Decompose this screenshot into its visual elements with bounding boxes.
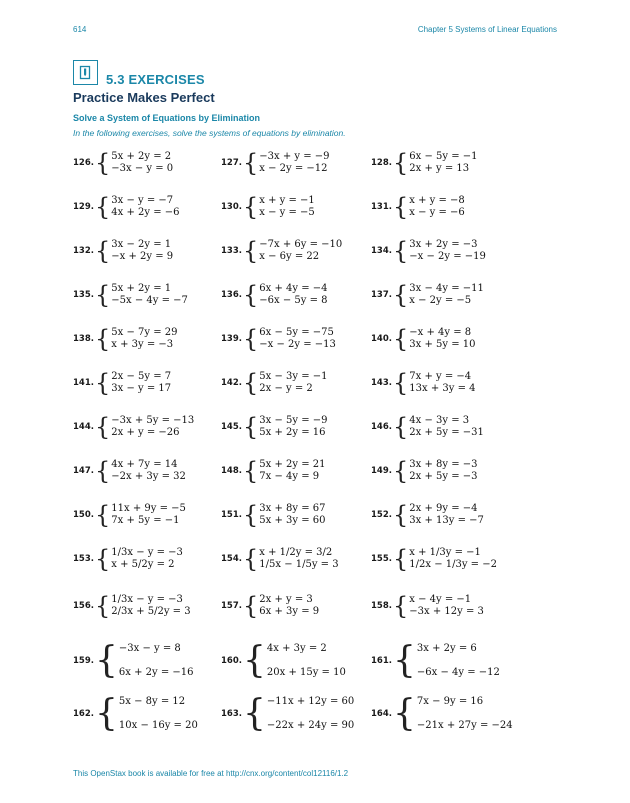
equation: 1/2x − 1/3y = −2 — [409, 559, 497, 570]
equation-system — [409, 504, 484, 526]
equation-system — [409, 152, 477, 174]
equation-system — [259, 416, 327, 438]
exercise-number: 153. — [73, 554, 94, 564]
equation: −3x − y = 0 — [111, 163, 174, 174]
exercise-item — [73, 141, 221, 185]
exercise-number: 140. — [371, 334, 392, 344]
equation: −6x − 5y = 8 — [259, 295, 328, 306]
equation: −3x + 5y = −13 — [111, 415, 195, 426]
equation-system — [259, 548, 338, 570]
equation-system — [111, 372, 171, 394]
equation: 5x + 2y = 2 — [111, 151, 172, 162]
exercise-number: 160. — [221, 656, 242, 666]
system-brace: { — [243, 369, 259, 397]
exercise-item — [221, 141, 371, 185]
system-brace: { — [95, 193, 111, 221]
equation: 7x − 4y = 9 — [259, 471, 320, 482]
equation-system — [267, 697, 354, 731]
system-brace: { — [243, 545, 259, 573]
exercise-number: 139. — [221, 334, 242, 344]
equation: 2x + 5y = −31 — [409, 427, 484, 438]
exercise-item — [221, 493, 371, 537]
equation: x − 6y = 22 — [259, 251, 320, 262]
equation-system — [111, 284, 188, 306]
system-brace: { — [393, 237, 409, 265]
equation: 7x + y = −4 — [409, 371, 472, 382]
equation-system — [119, 697, 198, 731]
exercises-badge — [73, 60, 98, 85]
exercise-number: 129. — [73, 202, 94, 212]
exercise-item — [221, 185, 371, 229]
equation: 5x + 2y = 16 — [259, 427, 326, 438]
equation: x + 3y = −3 — [111, 339, 174, 350]
equation: −22x + 24y = 90 — [266, 720, 355, 731]
exercise-item — [221, 405, 371, 449]
equation: x − 2y = −12 — [259, 163, 328, 174]
equation: x + y = −1 — [259, 195, 315, 206]
equation-system — [259, 196, 315, 218]
exercise-number: 130. — [221, 202, 242, 212]
system-brace: { — [95, 237, 111, 265]
equation: 3x + 8y = 67 — [259, 503, 326, 514]
equation: −21x + 27y = −24 — [416, 720, 513, 731]
system-brace: { — [95, 325, 111, 353]
equation: −6x − 4y = −12 — [416, 667, 500, 678]
exercise-number: 131. — [371, 202, 392, 212]
equation: 4x + 7y = 14 — [111, 459, 178, 470]
exercise-item — [221, 449, 371, 493]
equation: −3x − y = 8 — [118, 643, 181, 654]
equation-system — [409, 595, 484, 617]
equation-system — [259, 284, 327, 306]
exercise-number: 149. — [371, 466, 392, 476]
equation: x − y = −5 — [259, 207, 315, 218]
exercise-number: 150. — [73, 510, 94, 520]
equation: 11x + 9y = −5 — [111, 503, 186, 514]
equation: 5x + 2y = 1 — [111, 283, 172, 294]
equation: x + 1/3y = −1 — [409, 547, 481, 558]
system-brace: { — [393, 592, 409, 620]
system-brace: { — [243, 281, 259, 309]
equation-system — [409, 284, 484, 306]
system-brace: { — [243, 237, 259, 265]
exercise-item — [371, 537, 557, 581]
exercise-item — [73, 405, 221, 449]
equation-system — [111, 416, 194, 438]
system-brace: { — [95, 413, 111, 441]
equation: −x − 2y = −19 — [409, 251, 486, 262]
system-brace: { — [95, 592, 111, 620]
section-title: 5.3 EXERCISES — [106, 72, 205, 87]
exercise-number: 137. — [371, 290, 392, 300]
equation-system — [111, 196, 179, 218]
equation: 4x + 2y = −6 — [111, 207, 180, 218]
equation-system — [267, 644, 346, 678]
equation: 3x + 2y = −3 — [409, 239, 478, 250]
exercise-item — [371, 141, 557, 185]
system-brace: { — [393, 193, 409, 221]
equation: 3x − 4y = −11 — [409, 283, 484, 294]
system-brace: { — [393, 325, 409, 353]
exercise-item — [73, 449, 221, 493]
equation-system — [409, 328, 475, 350]
equation: 1/3x − y = −3 — [111, 594, 183, 605]
equation: 3x + 13y = −7 — [409, 515, 484, 526]
system-brace: { — [95, 369, 111, 397]
system-brace: { — [243, 457, 259, 485]
exercise-number: 141. — [73, 378, 94, 388]
equation: x + y = −8 — [409, 195, 465, 206]
system-brace: { — [243, 501, 259, 529]
exercise-item — [221, 631, 371, 691]
system-brace: { — [95, 457, 111, 485]
exercise-item — [221, 229, 371, 273]
exercise-number: 143. — [371, 378, 392, 388]
exercise-item — [73, 229, 221, 273]
system-brace: { — [95, 640, 118, 681]
exercise-number: 154. — [221, 554, 242, 564]
equation: 13x + 3y = 4 — [409, 383, 476, 394]
exercise-number: 145. — [221, 422, 242, 432]
equation-system — [119, 644, 194, 678]
pencil-notebook-icon — [79, 65, 92, 80]
equation-system — [259, 460, 325, 482]
equation: 5x + 2y = 21 — [259, 459, 326, 470]
exercise-item — [371, 317, 557, 361]
system-brace: { — [95, 501, 111, 529]
equation: 3x − 2y = 1 — [111, 239, 172, 250]
exercise-number: 144. — [73, 422, 94, 432]
equation-system — [111, 328, 177, 350]
equation-system — [409, 416, 484, 438]
system-brace: { — [243, 640, 266, 681]
exercise-number: 128. — [371, 158, 392, 168]
equation-system — [259, 152, 329, 174]
system-brace: { — [393, 149, 409, 177]
equation: 1/3x − y = −3 — [111, 547, 183, 558]
equation: x − 2y = −5 — [409, 295, 472, 306]
subsection-title: Practice Makes Perfect — [73, 90, 215, 105]
exercise-item — [73, 185, 221, 229]
system-brace: { — [393, 457, 409, 485]
equation-system — [259, 504, 325, 526]
equation-system — [409, 372, 475, 394]
system-brace: { — [243, 325, 259, 353]
equation: 7x − 9y = 16 — [416, 696, 484, 707]
equation: 2x − 5y = 7 — [111, 371, 172, 382]
equation: 5x − 7y = 29 — [111, 327, 178, 338]
exercise-number: 138. — [73, 334, 94, 344]
equation-system — [417, 697, 513, 731]
exercise-number: 159. — [73, 656, 94, 666]
equation: 7x + 5y = −1 — [111, 515, 180, 526]
equation-system — [409, 240, 486, 262]
equation: −3x + 12y = 3 — [409, 606, 484, 617]
exercise-item — [371, 273, 557, 317]
exercise-item — [221, 273, 371, 317]
equation: 5x − 8y = 12 — [118, 696, 186, 707]
equation-system — [111, 595, 190, 617]
equation: −11x + 12y = 60 — [266, 696, 355, 707]
equation: −5x − 4y = −7 — [111, 295, 188, 306]
equation-system — [259, 595, 319, 617]
exercise-number: 132. — [73, 246, 94, 256]
equation-system — [409, 460, 477, 482]
system-brace: { — [95, 545, 111, 573]
equation-system — [409, 196, 465, 218]
exercise-item — [371, 691, 557, 737]
equation: 6x + 2y = −16 — [118, 667, 194, 678]
equation: −3x + y = −9 — [259, 151, 330, 162]
system-brace: { — [243, 193, 259, 221]
equation: 2x + 9y = −4 — [409, 503, 478, 514]
equation: 3x + 2y = 6 — [416, 643, 477, 654]
exercise-number: 158. — [371, 601, 392, 611]
subheading: Solve a System of Equations by Elimination — [73, 113, 261, 123]
system-brace: { — [243, 693, 266, 734]
footer-note: This OpenStax book is available for free at http://cnx.org/content/col12116/1.2 — [73, 769, 349, 778]
equation: x − 4y = −1 — [409, 594, 472, 605]
equation: 4x − 3y = 3 — [409, 415, 470, 426]
exercise-item — [371, 361, 557, 405]
equation: −x + 2y = 9 — [111, 251, 174, 262]
exercise-number: 148. — [221, 466, 242, 476]
exercise-number: 147. — [73, 466, 94, 476]
exercise-item — [371, 581, 557, 631]
page-number: 614 — [73, 25, 87, 34]
equation-system — [111, 548, 183, 570]
exercise-item — [73, 631, 221, 691]
system-brace: { — [393, 413, 409, 441]
exercise-number: 162. — [73, 709, 94, 719]
equation: 2x + 5y = −3 — [409, 471, 478, 482]
equation-system — [111, 152, 173, 174]
equation: −2x + 3y = 32 — [111, 471, 186, 482]
system-brace: { — [243, 592, 259, 620]
exercise-item — [371, 493, 557, 537]
equation: 3x − 5y = −9 — [259, 415, 328, 426]
exercise-item — [371, 449, 557, 493]
equation-system — [409, 548, 497, 570]
exercise-number: 146. — [371, 422, 392, 432]
equation: 10x − 16y = 20 — [118, 720, 198, 731]
equation: 5x + 3y = 60 — [259, 515, 326, 526]
equation: −x − 2y = −13 — [259, 339, 336, 350]
exercise-item — [221, 581, 371, 631]
system-brace: { — [243, 413, 259, 441]
exercise-number: 136. — [221, 290, 242, 300]
system-brace: { — [393, 281, 409, 309]
system-brace: { — [393, 545, 409, 573]
system-brace: { — [243, 149, 259, 177]
equation: x + 5/2y = 2 — [111, 559, 175, 570]
equation: 3x + 5y = 10 — [409, 339, 476, 350]
exercise-number: 135. — [73, 290, 94, 300]
exercise-number: 164. — [371, 709, 392, 719]
equation: x + 1/2y = 3/2 — [259, 547, 333, 558]
exercise-item — [73, 493, 221, 537]
exercise-item — [371, 405, 557, 449]
exercise-number: 152. — [371, 510, 392, 520]
exercise-number: 133. — [221, 246, 242, 256]
equation: −x + 4y = 8 — [409, 327, 472, 338]
equation: 4x + 3y = 2 — [266, 643, 327, 654]
equation: 6x − 5y = −1 — [409, 151, 478, 162]
equation: 3x + 8y = −3 — [409, 459, 478, 470]
exercise-number: 142. — [221, 378, 242, 388]
exercise-number: 127. — [221, 158, 242, 168]
exercise-item — [73, 317, 221, 361]
equation: 3x − y = 17 — [111, 383, 172, 394]
exercise-number: 156. — [73, 601, 94, 611]
system-brace: { — [95, 281, 111, 309]
exercise-number: 126. — [73, 158, 94, 168]
exercise-item — [73, 691, 221, 737]
system-brace: { — [393, 501, 409, 529]
system-brace: { — [393, 693, 416, 734]
exercise-item — [73, 537, 221, 581]
system-brace: { — [393, 369, 409, 397]
equation-system — [111, 240, 173, 262]
exercise-item — [221, 537, 371, 581]
equation: x − y = −6 — [409, 207, 465, 218]
exercise-item — [221, 691, 371, 737]
equation: 2x − y = 2 — [259, 383, 313, 394]
equation: 2/3x + 5/2y = 3 — [111, 606, 191, 617]
exercise-number: 157. — [221, 601, 242, 611]
exercise-number: 161. — [371, 656, 392, 666]
exercise-number: 163. — [221, 709, 242, 719]
equation: 3x − y = −7 — [111, 195, 174, 206]
equation: 2x + y = 13 — [409, 163, 470, 174]
exercise-number: 155. — [371, 554, 392, 564]
equation-system — [111, 504, 186, 526]
equation: 6x + 3y = 9 — [259, 606, 320, 617]
exercise-grid — [73, 141, 557, 737]
equation: 2x + y = 3 — [259, 594, 313, 605]
system-brace: { — [393, 640, 416, 681]
chapter-title: Chapter 5 Systems of Linear Equations — [417, 25, 557, 34]
system-brace: { — [95, 149, 111, 177]
exercise-item — [371, 229, 557, 273]
system-brace: { — [95, 693, 118, 734]
equation: 20x + 15y = 10 — [266, 667, 346, 678]
equation: 2x + y = −26 — [111, 427, 180, 438]
equation: −7x + 6y = −10 — [259, 239, 343, 250]
exercise-item — [73, 361, 221, 405]
exercise-number: 134. — [371, 246, 392, 256]
equation: 1/5x − 1/5y = 3 — [259, 559, 339, 570]
equation-system — [111, 460, 186, 482]
exercise-item — [73, 273, 221, 317]
exercise-item — [221, 361, 371, 405]
equation-system — [259, 240, 342, 262]
exercise-number: 151. — [221, 510, 242, 520]
equation: 6x − 5y = −75 — [259, 327, 334, 338]
equation: 6x + 4y = −4 — [259, 283, 328, 294]
exercise-item — [221, 317, 371, 361]
equation-system — [259, 328, 336, 350]
exercise-item — [371, 631, 557, 691]
exercise-item — [73, 581, 221, 631]
exercise-item — [371, 185, 557, 229]
instructions: In the following exercises, solve the systems of equations by elimination. — [73, 128, 346, 138]
equation: 5x − 3y = −1 — [259, 371, 328, 382]
equation-system — [417, 644, 500, 678]
equation-system — [259, 372, 327, 394]
